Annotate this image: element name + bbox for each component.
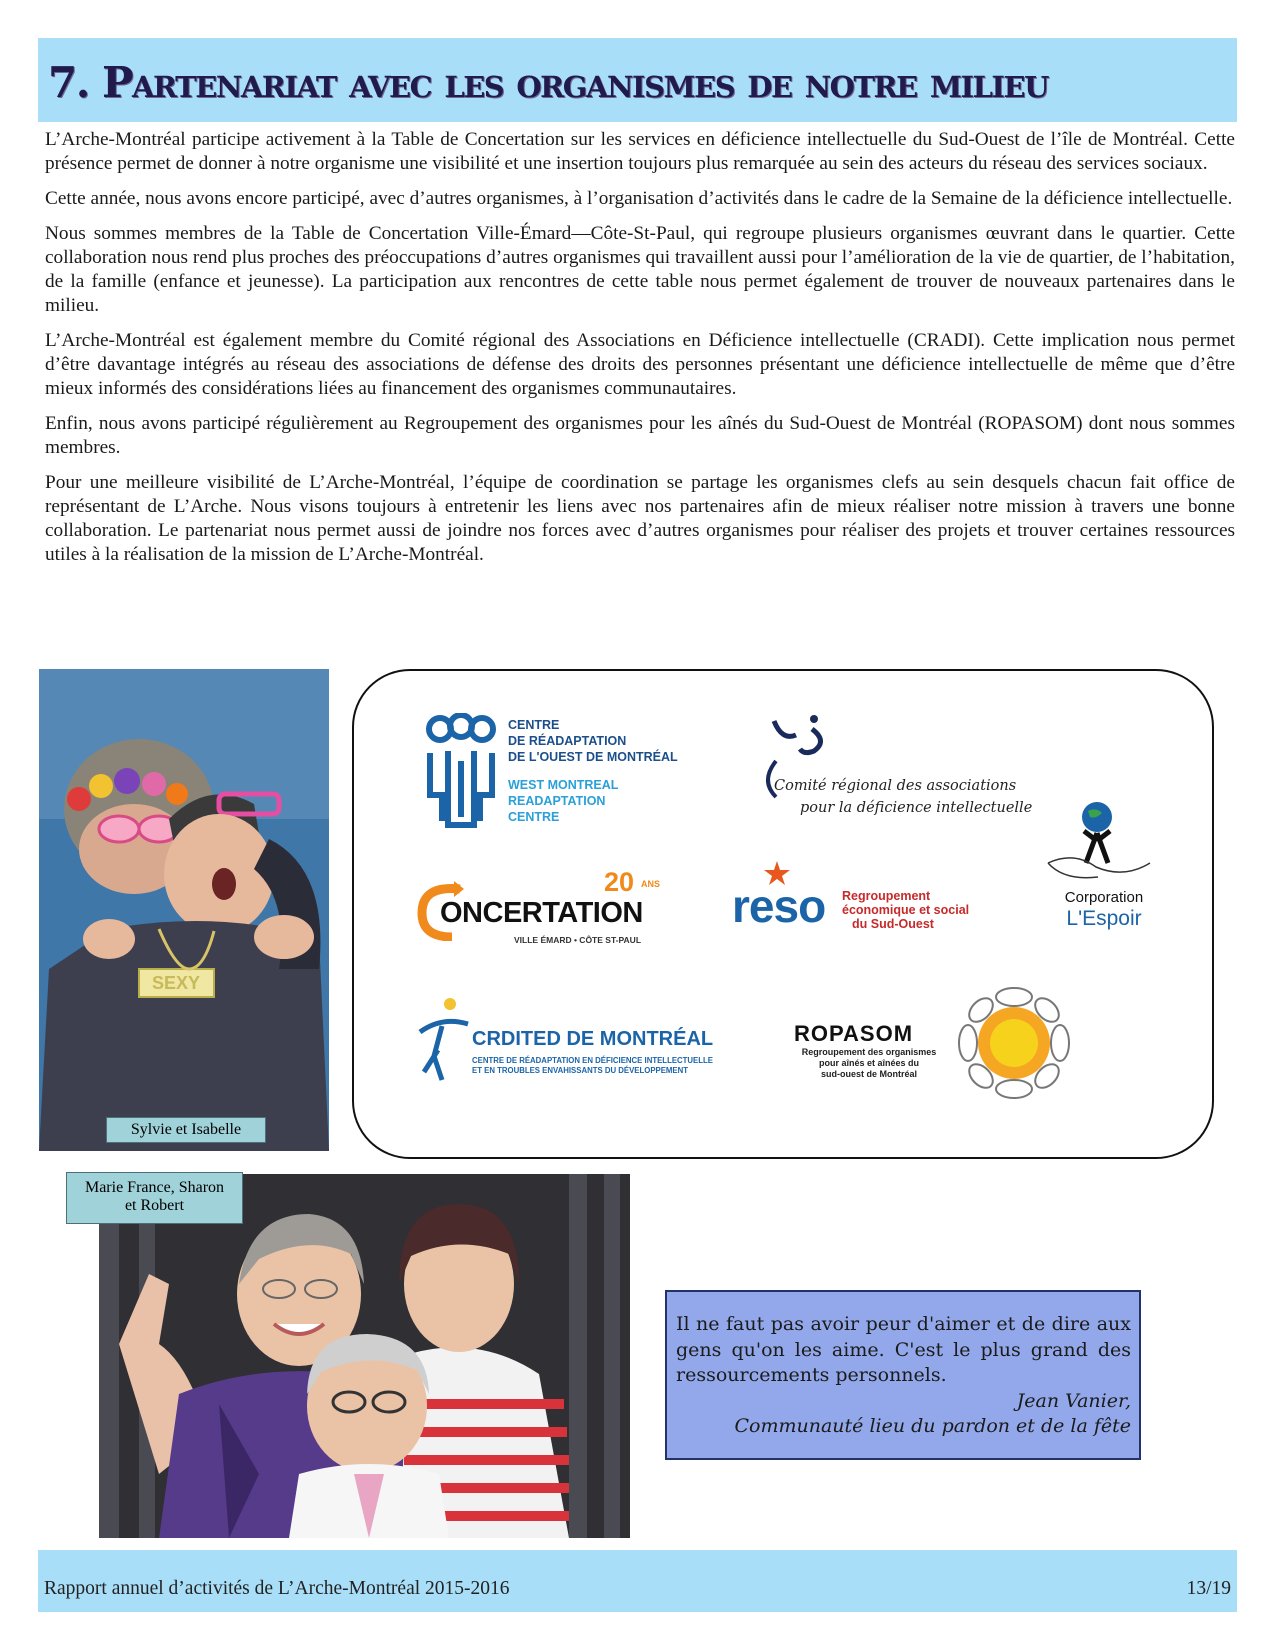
paragraph: L’Arche-Montréal est également membre du Comité régional des Associations en Déficience intellectuelle (CRADI). Cette implication nous permet d’être davantage intégrés au réseau des associations de défense des droits des personnes présentant une déficience intellectuelle de même que d’être mieux informés des considérations liées au financement des organismes communautaires.: [45, 330, 1235, 399]
photo-caption: [66, 1172, 243, 1224]
crdited-name: CRDITED DE MONTRÉAL: [472, 1028, 714, 1050]
page-number: 13/19: [1186, 1578, 1231, 1599]
quote-text: Il ne faut pas avoir peur d'aimer et de dire aux gens qu'on les aime. C'est le plus grand des ressourcements personnels.: [676, 1313, 1131, 1386]
paragraph: Pour une meilleure visibilité de L’Arche-Montréal, l’équipe de coordination se partage les organismes clefs au sein desquels chacun fait office de représentant de L’Arche. Nous visons toujours à entretenir les liens avec nos partenaires afin de mieux réaliser notre mission à travers une bonne collaboration. Le partenariat nous permet aussi de joindre nos forces avec d’autres organismes pour réaliser des projets et trouver certaines ressources utiles à la réalisation de la mission de L’Arche-Montréal.: [45, 472, 1235, 565]
ropasom-name: ROPASOM: [794, 1021, 914, 1046]
espoir-line: Corporation: [1064, 889, 1144, 906]
concertation-word: ONCERTATION: [440, 897, 643, 929]
logo-cradi: [754, 711, 1033, 821]
caption-line: et Robert: [124, 1197, 185, 1214]
quote-author: Jean Vanier,: [1016, 1389, 1131, 1412]
cradi-line: Comité régional des associations: [774, 778, 1017, 794]
quote-box: [665, 1290, 1141, 1460]
page-title: 7. Partenariat avec les organismes de notre milieu: [48, 58, 1048, 107]
logo-ropasom: [794, 983, 1084, 1103]
crdo-en-line: WEST MONTREAL: [508, 778, 619, 792]
ropasom-line: Regroupement des organismes: [801, 1047, 937, 1057]
crdo-fr-line: CENTRE: [508, 718, 560, 732]
photo-marie-france-sharon-robert: [99, 1174, 630, 1538]
photo-caption: Sylvie et Isabelle: [106, 1117, 266, 1143]
caption-line: Marie France, Sharon: [84, 1179, 225, 1196]
body-text: [45, 128, 1235, 578]
partner-logos-panel: [352, 669, 1214, 1159]
reso-line: Regroupement: [842, 889, 931, 903]
crdited-line: CENTRE DE RÉADAPTATION EN DÉFICIENCE INTELLECTUELLE: [472, 1056, 713, 1065]
crdited-figure-icon: [412, 996, 472, 1086]
globe-hands-icon: [1044, 801, 1154, 881]
paragraph: L’Arche-Montréal participe activement à la Table de Concertation sur les services en déficience intellectuelle du Sud-Ouest de l’île de Montréal. Cette présence permet de donner à notre organisme une visibilité et une insertion toujours plus remarquée au sein des acteurs du réseau des services sociaux.: [45, 129, 1235, 174]
espoir-line: L'Espoir: [1066, 907, 1142, 930]
reso-line: économique et social: [842, 903, 970, 917]
paragraph: Enfin, nous avons participé régulièrement au Regroupement des organismes pour les aînés du Sud-Ouest de Montréal (ROPASOM) dont nous sommes membres.: [45, 413, 1235, 458]
concertation-years: 20: [604, 867, 635, 897]
reso-word: reso: [732, 880, 826, 932]
reso-line: du Sud-Ouest: [852, 917, 934, 931]
logo-west-montreal-readaptation: [424, 713, 714, 833]
cradi-line: pour la déficience intellectuelle: [800, 800, 1033, 816]
concertation-years-label: ANS: [641, 879, 661, 889]
logo-crdited: [412, 996, 714, 1086]
people-icon: [424, 713, 498, 833]
crdo-en-line: READAPTATION: [508, 794, 606, 808]
crdo-en-line: CENTRE: [508, 810, 560, 824]
photo-sylvie-isabelle: [39, 669, 329, 1151]
concertation-sub: VILLE ÉMARD • CÔTE ST-PAUL: [514, 935, 642, 945]
ropasom-line: sud-ouest de Montréal: [820, 1069, 917, 1079]
logo-reso: [732, 861, 1012, 941]
footer-report-title: Rapport annuel d’activités de L’Arche-Montréal 2015-2016: [44, 1578, 510, 1599]
paragraph: Cette année, nous avons encore participé, avec d’autres organismes, à l’organisation d’activités dans le cadre de la Semaine de la déficience intellectuelle.: [45, 188, 1233, 209]
sexy-badge: SEXY: [151, 973, 201, 993]
logo-corporation-espoir: [1039, 801, 1169, 941]
quote-source: Communauté lieu du pardon et de la fête: [734, 1415, 1131, 1437]
crdo-fr-line: DE L'OUEST DE MONTRÉAL: [508, 750, 678, 764]
logo-concertation: [416, 867, 666, 951]
sun-hands-icon: [954, 983, 1074, 1103]
crdo-fr-line: DE RÉADAPTATION: [508, 734, 627, 748]
ropasom-line: pour aînés et aînées du: [818, 1058, 920, 1068]
crdited-line: ET EN TROUBLES ENVAHISSANTS DU DÉVELOPPEMENT: [472, 1066, 689, 1075]
paragraph: Nous sommes membres de la Table de Concertation Ville-Émard—Côte-St-Paul, qui regroupe plusieurs organismes œuvrant dans le quartier. Cette collaboration nous rend plus proches des préoccupations d’autres organismes qui travaillent aussi pour l’amélioration de la vie de quartier, de l’habitation, de la famille (enfance et jeunesse). La participation aux rencontres de cette table nous permet également de trouver de nouveaux partenaires dans le milieu.: [45, 223, 1235, 316]
